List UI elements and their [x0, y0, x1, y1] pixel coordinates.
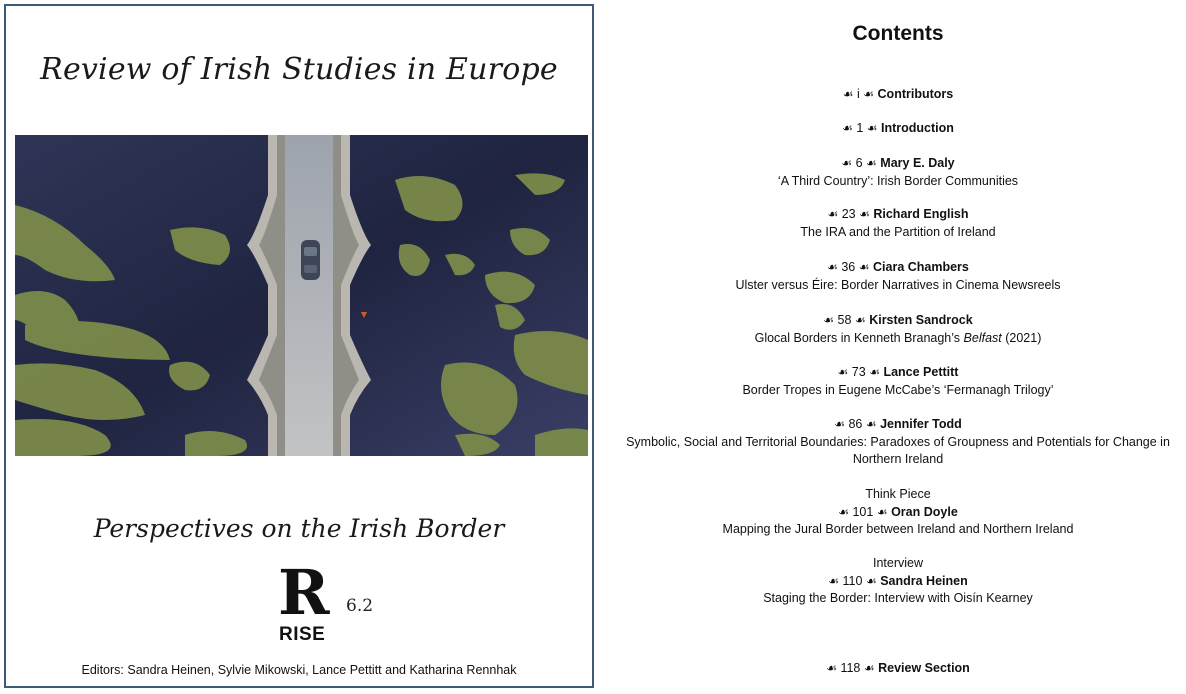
fleuron-icon: ☙	[859, 207, 870, 221]
journal-cover	[4, 4, 594, 688]
toc-title-part: Glocal Borders in Kenneth Branagh’s	[754, 330, 964, 345]
editors-line: Editors: Sandra Heinen, Sylvie Mikowski, Lance Pettitt and Katharina Rennhak	[81, 663, 517, 677]
logo-word: RISE	[279, 624, 326, 645]
toc-entry-review-section[interactable]	[610, 660, 1186, 678]
fleuron-icon: ☙	[863, 661, 875, 675]
fleuron-icon: ☙	[876, 504, 888, 519]
fleuron-icon: ☙	[858, 260, 870, 274]
toc-author: Lance Pettitt	[883, 365, 959, 379]
toc-author: Mary E. Daly	[880, 156, 955, 170]
toc-author: Oran Doyle	[891, 504, 958, 519]
toc-author: Contributors	[877, 87, 954, 101]
fleuron-icon: ☙	[823, 313, 835, 327]
toc-section-label: Interview	[872, 556, 924, 570]
toc-entry-english[interactable]	[610, 206, 1186, 241]
toc-page-number: 36	[841, 260, 856, 274]
toc-author: Richard English	[873, 207, 969, 221]
toc-page-number: 58	[837, 313, 852, 327]
toc-page-number: 118	[840, 661, 861, 675]
toc-page-number: 73	[851, 365, 866, 379]
table-of-contents	[610, 0, 1186, 694]
toc-page-number: i	[857, 87, 860, 101]
toc-title-film: Belfast	[963, 330, 1002, 345]
toc-page-number: 101	[852, 504, 874, 519]
toc-author: Review Section	[878, 661, 970, 675]
toc-entry-daly[interactable]	[610, 155, 1186, 190]
toc-page-number: 110	[842, 573, 863, 588]
toc-article-title	[610, 330, 1186, 348]
fleuron-icon: ☙	[866, 121, 878, 135]
toc-article-title: Mapping the Jural Border between Ireland and Northern Ireland	[722, 522, 1074, 536]
toc-page-number: 23	[841, 207, 856, 221]
cover-photo-bridge	[15, 135, 588, 456]
toc-author: Jennifer Todd	[880, 417, 962, 431]
toc-article-title: Staging the Border: Interview with Oisín Kearney	[763, 591, 1033, 605]
fleuron-icon: ☙	[841, 156, 853, 170]
fleuron-icon: ☙	[837, 365, 849, 379]
rise-logo	[278, 556, 388, 645]
toc-author: Introduction	[881, 121, 954, 135]
toc-entry-doyle[interactable]	[610, 486, 1186, 539]
fleuron-icon: ☙	[838, 504, 849, 519]
contents-heading: Contents	[852, 22, 944, 45]
toc-article-title: Ulster versus Éire: Border Narratives in Cinema Newsreels	[735, 277, 1061, 292]
toc-entry-heinen[interactable]	[610, 555, 1186, 608]
toc-entry-introduction[interactable]	[610, 120, 1186, 138]
toc-entry-chambers[interactable]	[610, 259, 1186, 294]
toc-entry-sandrock[interactable]	[610, 312, 1186, 347]
toc-article-title: Border Tropes in Eugene McCabe’s ‘Fermanagh Trilogy’	[742, 382, 1054, 397]
toc-article-title: Symbolic, Social and Territorial Boundaries: Paradoxes of Groupness and Potentials for Change in Northern Ireland	[626, 434, 1170, 466]
toc-page-number: 1	[856, 121, 864, 135]
fleuron-icon: ☙	[827, 207, 839, 221]
fleuron-icon: ☙	[827, 260, 838, 274]
fleuron-icon: ☙	[834, 417, 845, 431]
fleuron-icon: ☙	[842, 87, 854, 101]
toc-page-number: 86	[848, 417, 863, 431]
toc-page-number: 6	[855, 156, 863, 170]
fleuron-icon: ☙	[854, 313, 866, 327]
fleuron-icon: ☙	[842, 121, 853, 135]
toc-article-title: ‘A Third Country’: Irish Border Communities	[777, 173, 1019, 188]
issue-volume: 6.2	[346, 596, 374, 616]
toc-section-label: Think Piece	[865, 487, 931, 501]
fleuron-icon: ☙	[828, 573, 840, 588]
toc-author: Ciara Chambers	[873, 260, 969, 274]
fleuron-icon: ☙	[865, 417, 877, 431]
fleuron-icon: ☙	[869, 365, 880, 379]
fleuron-icon: ☙	[865, 573, 877, 588]
logo-letter: R	[278, 556, 330, 629]
toc-article-title: The IRA and the Partition of Ireland	[800, 224, 996, 239]
toc-entry-contributors[interactable]	[610, 86, 1186, 104]
toc-title-part: (2021)	[1001, 330, 1042, 345]
journal-title: Review of Irish Studies in Europe	[40, 52, 558, 87]
fleuron-icon: ☙	[863, 87, 875, 101]
fleuron-icon: ☙	[866, 156, 877, 170]
toc-entry-pettitt[interactable]	[610, 364, 1186, 399]
toc-author: Kirsten Sandrock	[869, 313, 973, 327]
toc-entry-todd[interactable]	[610, 416, 1186, 469]
issue-title: Perspectives on the Irish Border	[93, 514, 505, 543]
fleuron-icon: ☙	[826, 661, 837, 675]
toc-author: Sandra Heinen	[880, 573, 968, 588]
